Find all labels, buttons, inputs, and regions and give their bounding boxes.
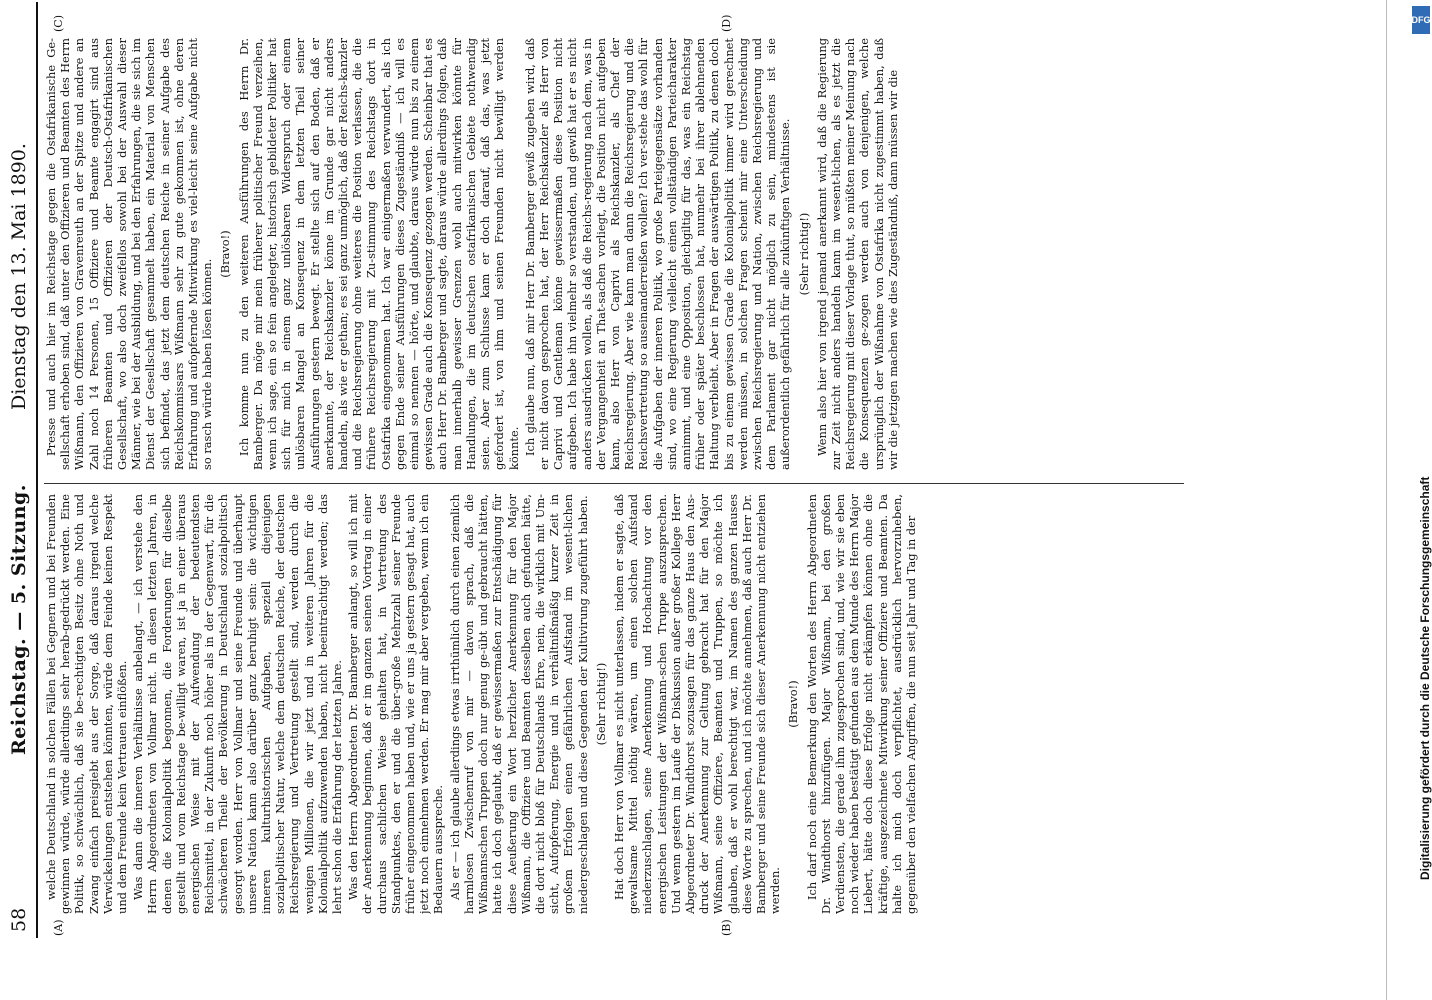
header-date: Dienstag den 13. Mai 1890.: [8, 143, 30, 410]
header-rule: [36, 2, 38, 938]
paragraph: Presse und auch hier im Reichstage gegen die Ostafrikanische Ge-sellschaft erhoben sind, daß unter den Offizieren und Beamten des Herrn Wißmann, den Offizieren von Gravenreuth an der Spitze und andere an Zahl noch 14 Personen, 15 Offiziere und Beamte engagirt sind aus früheren Beamten und Offizieren der Deutsch-Ostafrikanischen Gesellschaft, wo also doch zweifellos sowohl bei der Auswahl dieser Männer, wie bei der Ausbildung, und bei den Erfahrungen, die sie sich im Dienst der Gesellschaft gesammelt haben, ein Material von Menschen sich befindet, das jetzt dem deutschen Reiche in seiner Aufgabe des Reichskommissars Wißmann sehr zu gute gekommen ist, ohne deren Erfahrung und aufopfernde Mitwirkung es viel-leicht seine Aufgabe nicht so rasch würde haben lösen können.: [44, 38, 215, 470]
left-column: [44, 494, 1184, 914]
paragraph: Als er — ich glaube allerdings etwas irrthümlich durch einen ziemlich harmlosen Zwischenruf von mir — davon sprach, daß die Wißmannschen Truppen doch nur genug ge-übt und gebraucht hätten, hatte ich doch geglaubt, daß er gewissermaßen zur Entschädigung für diese Aeußerung ein Wort herzlicher Anerkennung für den Major Wißmann, die Offiziere und Beamten desselben auch gefunden hätte, die dort nicht bloß für Deutschlands Ehre, nein, die wirklich mit Um-sicht, Aufopferung, Energie und in verhältnißmäßig kurzer Zeit in großem Erfolgen einen gefährlichen Aufstand im wesent-lichen niedergeschlagen und diese Gegenden der Kultivirung zugeführt haben.: [447, 494, 590, 914]
paragraph: welche Deutschland in solchen Fällen bei Gegnern und bei Freunden gewinnen würde, würde allerdings sehr herab-gedrückt werden. Eine Politik, so schwächlich, daß sie be-rechtigten Besitz ohne Noth und Zwang einfach preisgiebt aus der Sorge, daß daraus irgend welche Verwickelungen entstehen könnten, würde dem Feinde keinen Respekt und dem Freunde kein Vertrauen einflößen.: [44, 494, 130, 914]
paragraph: Was dann die inneren Verhältnisse anbelangt, — ich verstehe den Herrn Abgeordneten von Vollmar nicht. In diesen letzten Jahren, in denen die Kolonialpolitik begonnen, die Forderungen für dieselbe gestellt und vom Reichstage be-willigt waren, ist ja in einer überaus energischen Weise mit der Aufwendung der bedeutendsten Reichsmittel, in der Zukunft noch höher als in der Gegenwart, für die schwächeren Theile der Bevölkerung in Deutschland sozialpolitisch gesorgt worden. Herr von Vollmar und seine Freunde und überhaupt unsere Nation kann also darüber ganz beruhigt sein: die wichtigen inneren kulturhistorischen Aufgaben, speziell diejenigen sozialpolitischer Natur, welche dem deutschen Reiche, der deutschen Reichsregierung und Vertretung gestellt sind, werden durch die wenigen Millionen, die wir jetzt und in weiteren Jahren für die Kolonialpolitik aufzuwenden haben, nicht beeinträchtigt werden; das lehrt schon die Erfahrung der letzten Jahre.: [131, 494, 345, 914]
margin-letter-a: (A): [52, 919, 65, 936]
interjection: (Bravo!): [786, 680, 801, 728]
paragraph: Was den Herrn Abgeordneten Dr. Bamberger anlangt, so will ich mit der Anerkennung beginnen, daß er im ganzen seinen Vortrag in einer durchaus sachlichen Weise gehalten hat, in Vertretung des Standpunktes, den er und die über-große Mehrzahl seiner Freunde früher eingenommen haben und, wie er uns ja gestern gesagt hat, auch jetzt noch einnehmen werden. Er mag mir aber vergeben, wenn ich ein Bedauern ausspreche.: [346, 494, 446, 914]
dfg-logo: DFG: [1412, 6, 1430, 34]
margin-letter-d: (D): [720, 14, 733, 32]
digitization-credit: Digitalisierung gefördert durch die Deutsche Forschungsgemeinschaft: [1418, 476, 1432, 880]
paragraph: Ich glaube nun, daß mir Herr Dr. Bamberger gewiß zugeben wird, daß er nicht davon gesprochen hat, der Herr Reichskanzler als Herr von Caprivi und Gentleman könne gewissermaßen diese Position nicht aufgeben. Ich habe ihn vielmehr so verstanden, und gewiß hat er es nicht anders ausdrücken wollen, als daß die Reichs-regierung nach dem, was in der Vergangenheit an That-sachen vorliegt, die Position nicht aufgeben kann, also Herr von Caprivi als Reichskanzler, als Chef der Reichsregierung. Aber wie kann man dann die Reichsregierung und die Reichsvertretung so auseinanderreißen wollen? Ich ver-stehe das wohl für die Aufgaben der inneren Politik, wo große Parteigegensätze vorhanden sind, wo eine Regierung vielleicht einen vollständigen Parteicharakter annimmt, und eine Opposition, gleichgiltig für das, was ein Reichstag früher oder später beschlossen hat, nunmehr bei ihrer ablehnenden Haltung verbleibt. Aber in Fragen der auswärtigen Politik, zu denen doch bis zu einem gewissen Grade die Kolonialpolitik immer wird gerechnet werden müssen, in solchen Fragen scheint mir eine Unterscheidung zwischen Reichsregierung und Nation, zwischen Reichsregierung und dem Parlament gar nicht möglich zu sein, mindestens ist sie außerordentlich gefährlich für alle zukünftigen Verhältnisse.: [522, 38, 793, 470]
paragraph: Wenn also hier von irgend jemand anerkannt wird, daß die Regierung zur Zeit nicht anders handeln kann im wesent-lichen, als es jetzt die Reichsregierung mit dieser Vorlage thut, so müßten meiner Meinung nach die Konsequenzen ge-zogen werden auch von denjenigen, welche ursprünglich der Wißnahme von Ostafrika nicht zugestimmt haben, daß wir die jetzigen machen wie dies Zugeständniß, dann müssen wir die: [814, 38, 900, 470]
header-session: Reichstag. — 5. Sitzung.: [8, 484, 30, 755]
page-number: 58: [8, 907, 30, 932]
scan-edge: [1386, 0, 1387, 1000]
paragraph: Ich komme nun zu den weiteren Ausführungen des Herrn Dr. Bamberger. Da möge mir mein früherer politischer Freund verzeihen, wenn ich sage, ein so fein angelegter, historisch gebildeter Politiker hat sich für mich in einem ganz unlösbaren Widerspruch oder einem unlösbaren Mangel an Konsequenz in dem letzten Theil seiner Ausführungen gestern bewegt. Er stellte sich auf den Boden, daß er anerkannte, der Reichskanzler könne im Grunde gar nicht anders handeln, als wie er gethan; es sei ganz unmöglich, daß der Reichs-kanzler und die Reichsregierung ohne weiteres die Position verlassen, die die frühere Reichsregierung mit Zu-stimmung des Reichstags dort in Ostafrika eingenommen hat. Ich war einigermaßen verwundert, als ich gegen Ende seiner Ausführungen dieses Zugeständniß — ich will es einmal so nennen — hörte, und glaubte, daraus würde nun bis zu einem gewissen Grade auch die Konsequenz gezogen werden. Scheinbar that es auch Herr Dr. Bamberger und sagte, daraus würde allerdings folgen, daß man innerhalb gewisser Grenzen wohl auch mitwirken könnte für Handlungen, die im deutschen ostafrikanischen Gebiete nothwendig seien. Aber zum Schlusse kam er doch darauf, daß das, was jetzt gefordert ist, von ihm und seinen Freunden nicht bewilligt werden könnte.: [236, 38, 521, 470]
right-column: [44, 38, 1184, 470]
interjection: (Sehr richtig!): [796, 212, 811, 296]
interjection: (Sehr richtig!): [593, 662, 608, 746]
interjection: (Bravo!): [218, 230, 233, 278]
paragraph: Ich darf noch eine Bemerkung den Worten des Herrn Abgeordneten Dr. Windthorst hinzufügen. Major Wißmann, bei den großen Verdiensten, die gerade ihm zugesprochen sind, und, wie wir sie eben noch wieder haben bestätigt gefunden aus dem Munde des Herrn Major Liebert, hätte doch diese Erfolge nicht erkämpfen können ohne die kräftige, ausgezeichnete Mitwirkung seiner Offiziere und Beamten. Da halte ich mich doch verpflichtet, ausdrücklich hervorzuheben, gegenüber den vielfachen Angriffen, die nun seit Jahr und Tag in der: [804, 494, 918, 914]
column-divider: [44, 483, 1184, 484]
paragraph: Hat doch Herr von Vollmar es nicht unterlassen, indem er sagte, daß gewaltsame Mittel nöthig wären, um einen solchen Aufstand niederzuschlagen, seine Anerkennung und Hochachtung vor den energischen Leistungen der Wißmann-schen Truppe auszusprechen. Und wenn gestern im Laufe der Diskussion außer großer Kollege Herr Abgeordneter Dr. Windthorst sozusagen für das ganze Haus den Aus-druck der Anerkennung zur Geltung gebracht hat für den Major Wißmann, seine Offiziere, Beamten und Truppen, so möchte ich glauben, daß er wohl berechtigt war, im Namen des ganzen Hauses diese Worte zu sprechen, und ich möchte annehmen, daß auch Herr Dr. Bamberger und seine Freunde sich dieser Anerkennung nicht entziehen werden.: [611, 494, 783, 914]
margin-letter-b: (B): [720, 919, 733, 936]
margin-letter-c: (C): [52, 15, 65, 32]
